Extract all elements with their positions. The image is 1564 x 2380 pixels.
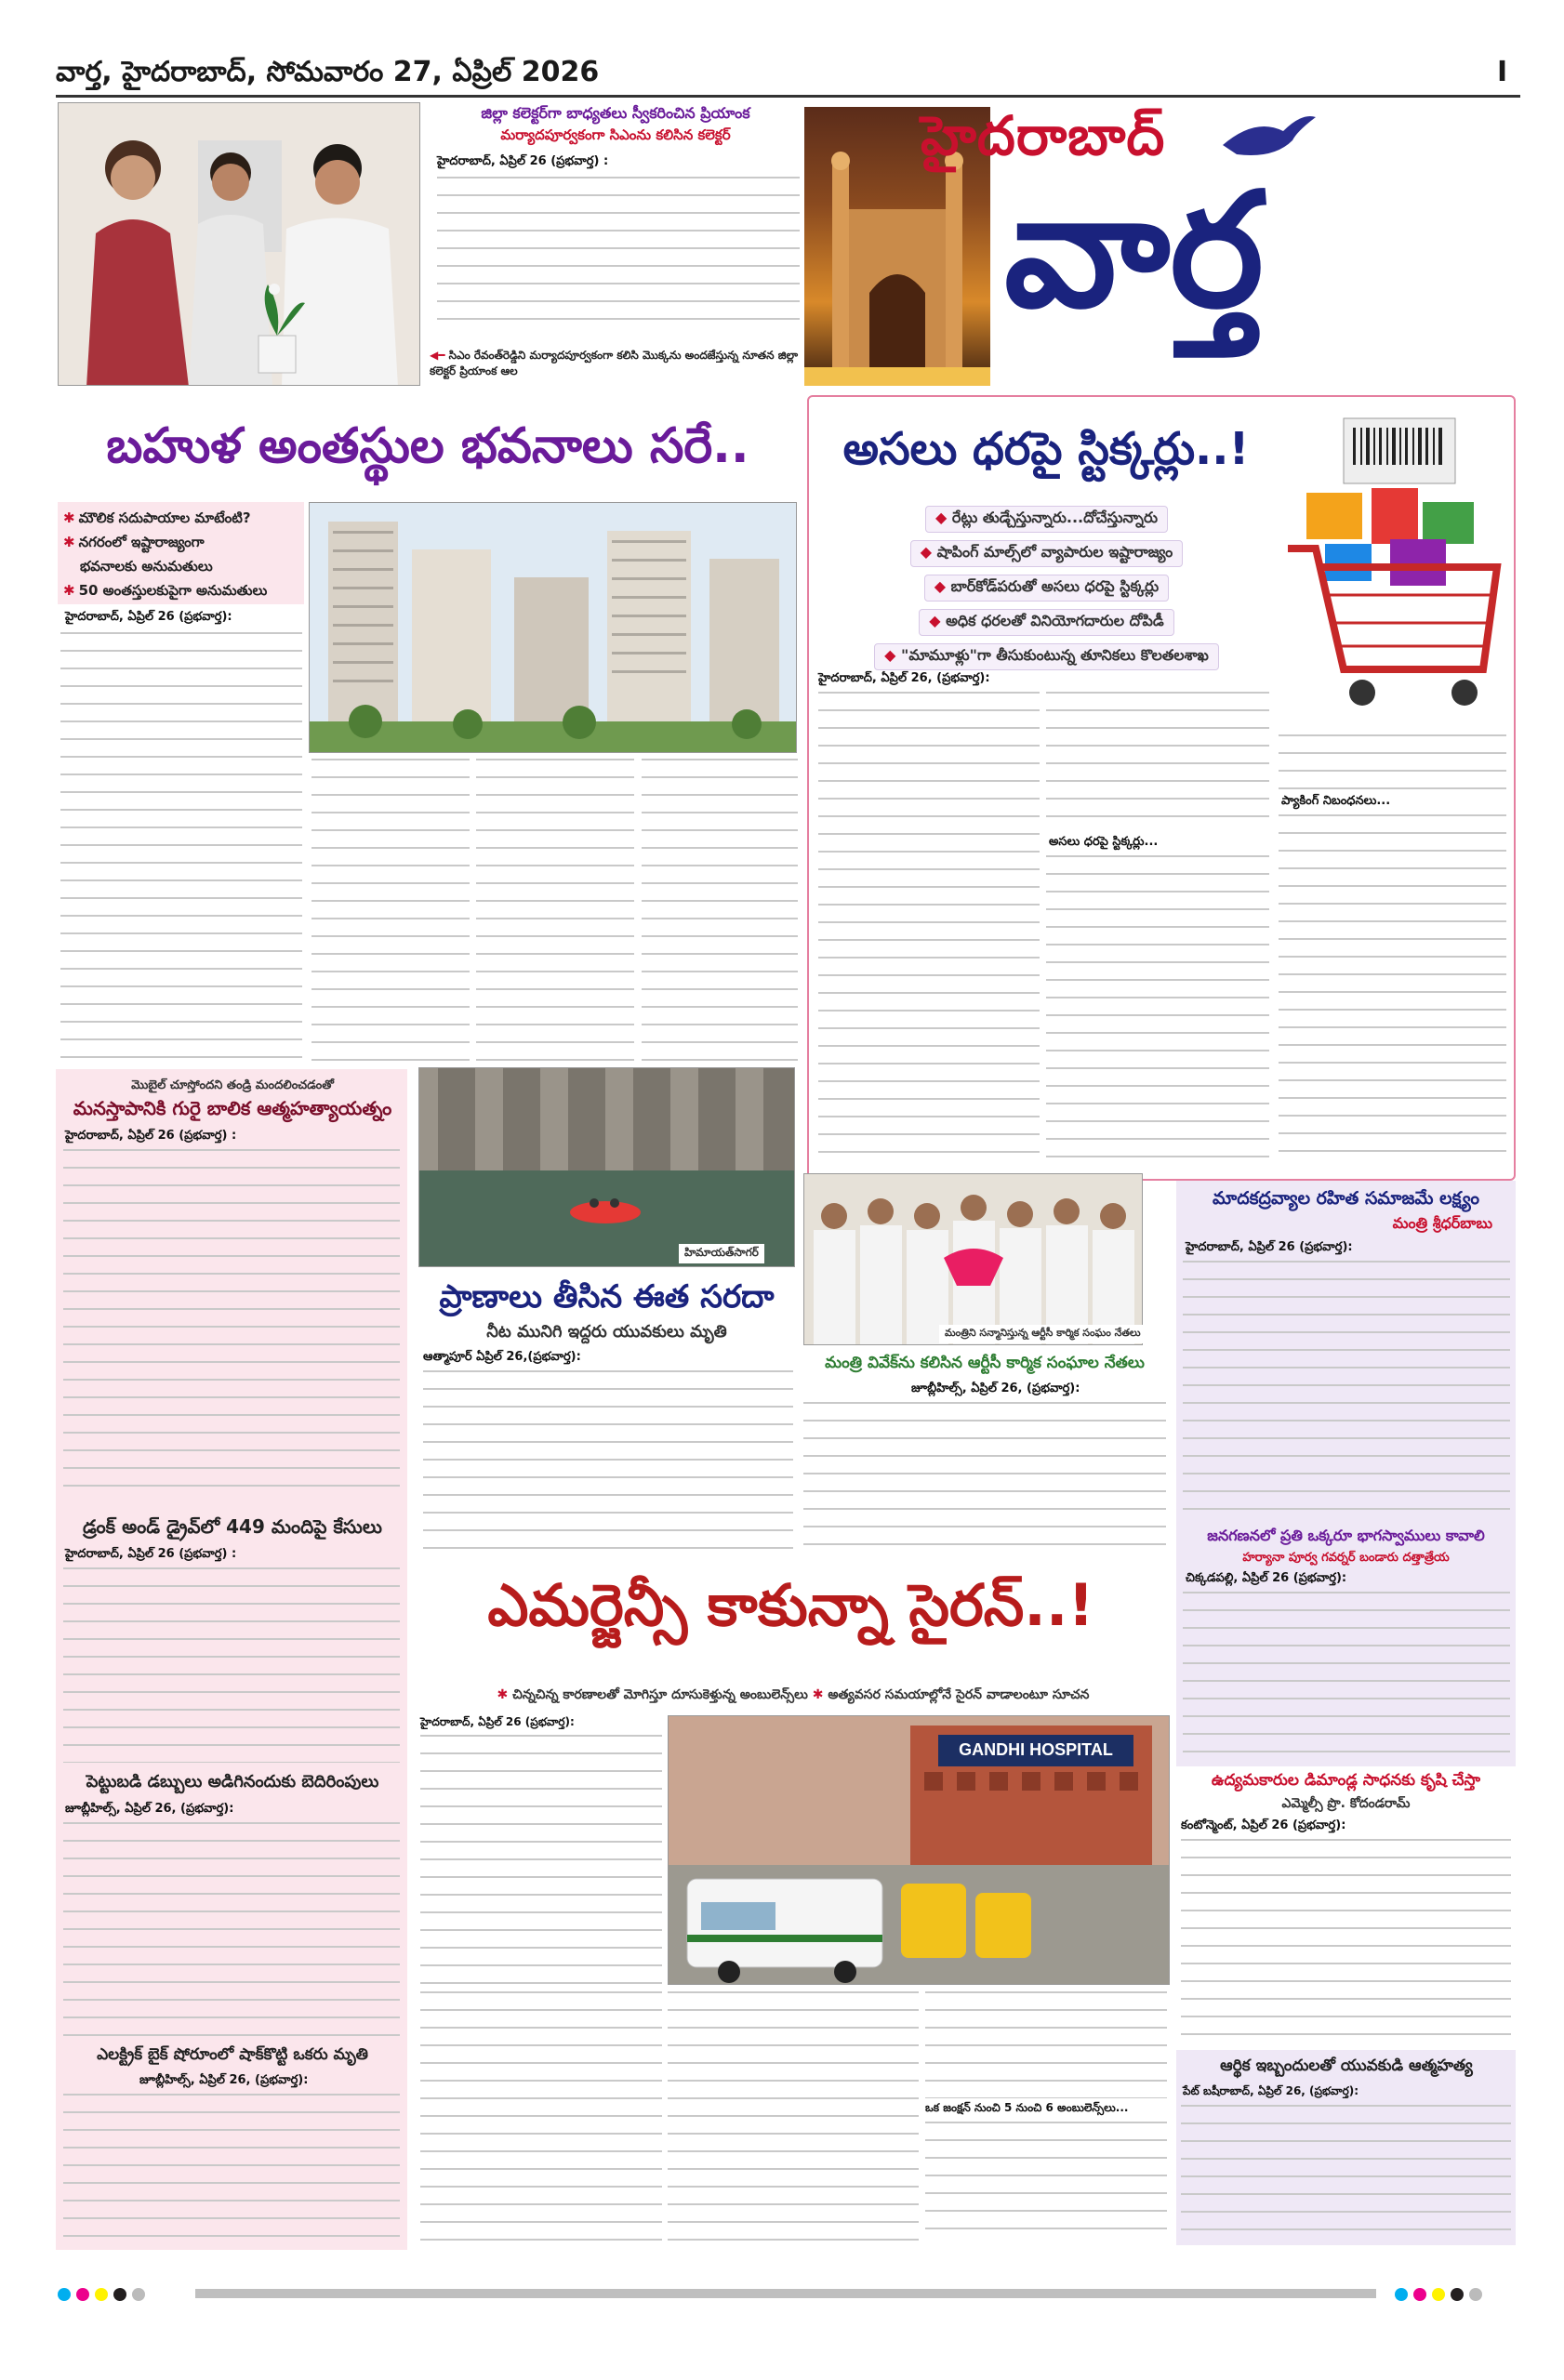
shopping-cart-illustration <box>1279 409 1506 725</box>
siren-dateline: హైదరాబాద్, ఏప్రిల్ 26 (ప్రభవార్త): <box>420 1715 575 1728</box>
himayatsagar-photo <box>418 1067 795 1267</box>
siren-body-col-2 <box>668 1991 919 2242</box>
census-dateline: చిక్కడపల్లి, ఏప్రిల్ 26 (ప్రభవార్త): <box>1186 1571 1347 1585</box>
stickers-subhead-2: అసలు ధరపై స్టిక్కర్లు... <box>1049 835 1159 849</box>
siren-bullet-1: చిన్నచిన్న కారణాలతో మోగిస్తూ దూసుకెళ్తున్న అంబులెన్స్‌లు <box>512 1687 808 1702</box>
jobs-dateline: కంటోన్మెంట్, ఏప్రిల్ 26 (ప్రభవార్త): <box>1181 1818 1346 1832</box>
collector-body-text <box>437 177 800 335</box>
siren-inline-subhead: ఒక జంక్షన్ నుంచి 5 నుంచి 6 అంబులెన్స్‌లు... <box>925 2101 1129 2114</box>
stickers-bullet-2: ◆ షాపింగ్ మాల్స్‌లో వ్యాపారుల ఇష్టారాజ్యం <box>910 540 1183 567</box>
masthead-rule <box>56 95 1520 98</box>
stickers-bullet-4: ◆ అధిక ధరలతో వినియోగదారుల దోపిడీ <box>919 609 1174 636</box>
threat-dateline: జూబ్లీహిల్స్, ఏప్రిల్ 26, (ప్రభవార్త): <box>65 1802 234 1816</box>
stickers-bullets <box>816 502 1277 665</box>
drugs-headline: మాదకద్రవ్యాల రహిత సమాజమే లక్ష్యం <box>1213 1188 1479 1209</box>
jobs-byline: ఎమ్మెల్సీ ప్రొ. కోదండరామ్ <box>1281 1796 1411 1811</box>
highrise-body-col-2 <box>311 759 470 1070</box>
gandhi-sign-text: GANDHI HOSPITAL <box>959 1740 1113 1759</box>
highrise-photo <box>309 502 797 753</box>
highrise-bullet-1: మౌలిక సదుపాయాల మాటేంటి? <box>78 509 251 526</box>
siren-body-col-3b <box>925 2122 1167 2242</box>
threat-body-text <box>63 1822 400 2036</box>
color-registration-right <box>1395 2287 1488 2305</box>
swim-subhead: నీట మునిగి ఇద్దరు యువకులు మృతి <box>486 1322 727 1342</box>
collector-headline-1: జిల్లా కలెక్టర్‌గా బాధ్యతలు స్వీకరించిన ప్రియాంక <box>481 104 750 122</box>
girl-body-text <box>63 1149 400 1502</box>
vivek-photo-caption: మంత్రిని సన్మానిస్తున్న ఆర్టీసీ కార్మిక సంఘం నేతలు <box>939 1325 1146 1343</box>
stickers-headline: అసలు ధరపై స్టిక్కర్లు..! <box>842 423 1250 475</box>
highrise-bullet-2: నగరంలో ఇష్టారాజ్యంగా <box>78 534 205 550</box>
highrise-dateline: హైదరాబాద్, ఏప్రిల్ 26 (ప్రభవార్త): <box>65 610 232 624</box>
collector-photo-caption: ◀━ సిఎం రేవంత్‌రెడ్డిని మర్యాదపూర్వకంగా కలిసి మొక్కను అందజేస్తున్న నూతన జిల్లా కలెక్టర్ ప్రియాంక ఆల <box>430 349 799 377</box>
stickers-body-col-2b <box>1046 855 1269 1166</box>
brand-city-name: హైదరాబాద్ <box>921 104 1166 167</box>
vivek-photo <box>803 1173 1143 1345</box>
drunk-headline: డ్రంక్ అండ్ డ్రైవ్‌లో 449 మందిపై కేసులు <box>83 1515 382 1538</box>
highrise-bullet-3: భవనాలకు అనుమతులు <box>80 558 213 575</box>
jobs-body-text <box>1181 1839 1511 2043</box>
caption-arrow-icon: ◀━ <box>430 349 449 362</box>
dove-logo-icon <box>1218 108 1320 164</box>
census-byline: హర్యానా పూర్వ గవర్నర్ బండారు దత్తాత్రేయ <box>1242 1551 1450 1565</box>
girl-kicker: మొబైల్ చూస్తోందని తండ్రి మందలించడంతో <box>131 1078 334 1092</box>
vivek-body-text <box>803 1402 1166 1555</box>
ebike-dateline: జూబ్లీహిల్స్, ఏప్రిల్ 26, (ప్రభవార్త): <box>139 2073 309 2087</box>
collector-photo <box>58 102 420 386</box>
siren-bullet-2: అత్యవసర సమయాల్లోనే సైరన్ వాడాలంటూ సూచన <box>828 1687 1090 1702</box>
stickers-body-col-3b <box>1279 814 1506 1166</box>
color-registration-left <box>58 2287 151 2305</box>
siren-bullets: ✱ చిన్నచిన్న కారణాలతో మోగిస్తూ దూసుకెళ్తున్న అంబులెన్స్‌లు ✱ అత్యవసర సమయాల్లోనే సైరన్ వాడాలంటూ సూచన <box>497 1687 1090 1702</box>
drugs-dateline: హైదరాబాద్, ఏప్రిల్ 26 (ప్రభవార్త): <box>1186 1240 1353 1254</box>
threat-headline: పెట్టుబడి డబ్బులు అడిగినందుకు బెదిరింపులు <box>86 1772 379 1792</box>
siren-body-col-1b <box>420 1991 662 2242</box>
drunk-body-text <box>63 1567 400 1763</box>
stickers-bullet-5: ◆ "మామూళ్లు"గా తీసుకుంటున్న తూనికలు కొలతలశాఖ <box>874 643 1219 670</box>
gandhi-hospital-photo <box>668 1715 1170 1985</box>
stickers-subhead-1: ప్యాకింగ్ నిబంధనలు... <box>1281 794 1391 808</box>
highrise-body-col-4 <box>642 759 798 1070</box>
census-headline: జనగణనలో ప్రతి ఒక్కరూ భాగస్వాములు కావాలి <box>1207 1527 1485 1544</box>
ebike-headline: ఎలక్ట్రిక్ బైక్ షోరూంలో షాక్‌కొట్టి ఒకరు మృతి <box>97 2045 368 2064</box>
siren-headline: ఎమర్జెన్సీ కాకున్నా సైరన్..! <box>487 1571 1094 1639</box>
siren-body-col-1a <box>420 1735 662 1986</box>
swim-body-text <box>423 1370 793 1556</box>
stickers-bullet-1: ◆ రేట్లు తుడ్చేస్తున్నారు...దోచేస్తున్నారు <box>925 506 1168 533</box>
jobs-headline: ఉద్యమకారుల డిమాండ్ల సాధనకు కృషి చేస్తా <box>1211 1771 1481 1790</box>
highrise-body-col-1 <box>60 632 302 1069</box>
vivek-dateline: జూబ్లీహిల్స్, ఏప్రిల్ 26, (ప్రభవార్త): <box>911 1382 1080 1395</box>
census-body-text <box>1183 1592 1510 1761</box>
girl-headline: మనస్తాపానికి గురై బాలిక ఆత్మహత్యాయత్నం <box>73 1097 392 1119</box>
suicide-body-text <box>1181 2105 1511 2240</box>
ebike-body-text <box>63 2094 400 2242</box>
girl-dateline: హైదరాబాద్, ఏప్రిల్ 26 (ప్రభవార్త) : <box>65 1129 237 1143</box>
drugs-body-text <box>1183 1261 1510 1521</box>
vivek-headline: మంత్రి వివేక్‌ను కలిసిన ఆర్టీసీ కార్మిక సంఘాల నేతలు <box>825 1354 1145 1372</box>
highrise-bullets: ✱ మౌలిక సదుపాయాల మాటేంటి? ✱ నగరంలో ఇష్టారాజ్యంగా భవనాలకు అనుమతులు ✱ 50 అంతస్తులకుపైగా అనుమతులు <box>58 502 304 604</box>
highrise-body-col-3 <box>476 759 634 1070</box>
siren-body-col-3a <box>925 1991 1167 2098</box>
stickers-body-col-1 <box>818 692 1040 1166</box>
suicide-headline: ఆర్థిక ఇబ్బందులతో యువకుడి ఆత్మహత్య <box>1220 2056 1473 2075</box>
masthead-dateline: వార్త, హైదరాబాద్, సోమవారం 27, ఏప్రిల్ 2026 <box>56 56 600 88</box>
highrise-headline: బహుళ అంతస్థుల భవనాలు సరే.. <box>106 418 749 474</box>
page-number: I <box>1497 56 1508 88</box>
collector-dateline: హైదరాబాద్, ఏప్రిల్ 26 (ప్రభవార్త) : <box>437 154 609 168</box>
drunk-dateline: హైదరాబాద్, ఏప్రిల్ 26 (ప్రభవార్త) : <box>65 1547 237 1561</box>
stickers-dateline: హైదరాబాద్, ఏప్రిల్ 26, (ప్రభవార్త): <box>818 671 990 685</box>
drugs-byline: మంత్రి శ్రీధర్‌బాబు <box>1392 1214 1492 1232</box>
stickers-body-col-3a <box>1279 734 1506 790</box>
himayatsagar-caption: హిమాయత్‌సాగర్ <box>679 1244 764 1263</box>
footer-rule <box>195 2289 1376 2298</box>
suicide-dateline: పేట్ బషీరాబాద్, ఏప్రిల్ 26, (ప్రభవార్త): <box>1183 2084 1359 2097</box>
collector-headline-2: మర్యాదపూర్వకంగా సిఎంను కలిసిన కలెక్టర్ <box>500 126 731 143</box>
stickers-body-col-2a <box>1046 692 1269 831</box>
highrise-bullet-4: 50 అంతస్తులకుపైగా అనుమతులు <box>78 582 268 599</box>
swim-headline: ప్రాణాలు తీసిన ఈత సరదా <box>439 1278 775 1316</box>
stickers-bullet-3: ◆ బార్‌కోడ్‌పరుతో అసలు ధరపై స్టిక్కర్లు <box>924 575 1169 602</box>
swim-dateline: ఆత్మాపూర్ ఏప్రిల్ 26,(ప్రభవార్త): <box>423 1350 581 1364</box>
brand-wordmark: వార్త <box>1004 159 1264 343</box>
